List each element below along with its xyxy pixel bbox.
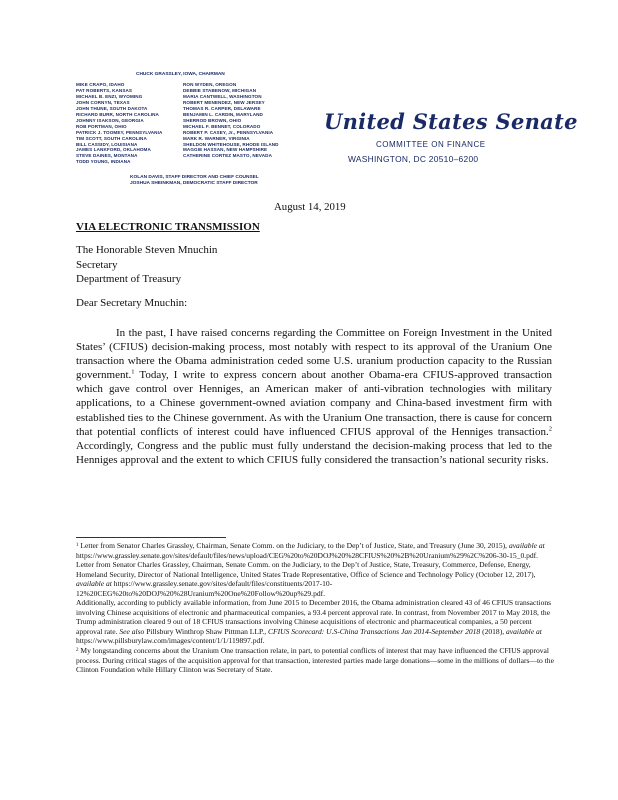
member-name: JOHNNY ISAKSON, GEORGIA [76,117,144,123]
member-name: JAMES LANKFORD, OKLAHOMA [76,147,151,153]
member-name: MARK R. WARNER, VIRGINIA [183,135,250,141]
salutation: Dear Secretary Mnuchin: [76,297,188,309]
member-name: CATHERINE CORTEZ MASTO, NEVADA [183,153,273,159]
democratic-staff-director: JOSHUA SHEINKMAN, DEMOCRATIC STAFF DIRECTOR [130,181,258,186]
chairman-line: CHUCK GRASSLEY, IOWA, CHAIRMAN [136,72,225,77]
member-name: SHERROD BROWN, OHIO [183,117,242,123]
footnote-text: https://www.grassley.senate.gov/sites/default/files/news/upload/CEG%20to%20DOJ%20%28CFIUS%20%2B%20Uranium%29%2C%206-30-15_0.pdf. Letter from Senator Charles Grassley, Chairman, Senate Comm. on the Judiciary, to the Dep’t of Justice, State, Treasury, Commerce, Defense, Energy, Homeland Security, Director of National Intelligence, United States Trade Representative, Office of Science and Technology Policy (October 12, 2017), [76,550,539,579]
member-name: MICHAEL F. BENNET, COLORADO [183,123,261,129]
member-name: MAGGIE HASSAN, NEW HAMPSHIRE [183,147,268,153]
member-name: TODD YOUNG, INDIANA [76,159,131,165]
recipient-block [76,243,217,287]
recipient-title: Secretary [76,258,118,271]
footnote-text: https://www.pillsburylaw.com/images/content/1/1/119897.pdf. [76,636,265,646]
member-name: ROB PORTMAN, OHIO [76,123,127,129]
member-name: RON WYDEN, OREGON [183,82,237,87]
footnote-mark: 1 [76,543,79,548]
footnote-text: Pillsbury Winthrop Shaw Pittman LLP., [144,626,268,636]
recipient-department: Department of Treasury [76,273,182,285]
footnote-text: Additionally, according to publicly available information, from June 2015 to December 2016, the Obama administration cleared 43 of 46 CFIUS transactions involving Chinese acquisitions of electronic and pharmaceutical companies, a 93.4 percent approval rate. In contrast, from November 2017 to May 2018, the Trump administration cleared 9 out of 18 CFIUS transactions involving Chinese acquisitions of electronic and pharmaceutical companies, a 50 percent approval rate. [76,598,552,636]
committee-members-left [76,82,162,165]
member-name: JOHN CORNYN, TEXAS [76,99,130,105]
member-name: TIM SCOTT, SOUTH CAROLINA [76,135,147,141]
senate-wordmark: United States Senate [324,109,578,134]
member-name: ROBERT P. CASEY, Jr., PENNSYLVANIA [183,129,274,135]
member-name: DEBBIE STABENOW, MICHIGAN [183,87,257,93]
staff-directors [130,175,259,187]
member-name: THOMAS R. CARPER, DELAWARE [183,105,261,111]
footnote-italic: See also [119,626,145,636]
footnote-divider [76,537,226,538]
member-name: STEVE DAINES, MONTANA [76,153,138,159]
member-name: SHELDON WHITEHOUSE, RHODE ISLAND [183,141,279,147]
letter-date: August 14, 2019 [274,201,346,213]
footnote-ref: 1 [131,368,135,376]
body-text-part: Accordingly, Congress and the public must fully understand the decision-making process that led to the Henniges approval and the extent to which CFIUS fully considered the transaction’s national security risks. [76,439,552,466]
footnote-2 [76,646,554,675]
footnote-ref: 2 [548,425,552,432]
member-name: MICHAEL B. ENZI, WYOMING [76,93,143,99]
footnote-italic: available at [76,579,112,589]
body-text-part: Today, I write to express concern about another Obama-era CFIUS-approved transaction which gave control over Henniges, an American maker of anti-vibration technologies with military applications, to a Chinese government-owned aviation company and China-based investment firm with established ties to the Chinese government. As with the Uranium One transaction, there is cause for concern that potential conflicts of interest could have influenced CFIUS approval of the Henniges transaction. [76,369,552,438]
footnote-text: My longstanding concerns about the Uranium One transaction relate, in part, to potential conflicts of interest that may have influenced the CFIUS approval process. During critical stages of the acquisition approval for that transaction, interested parties made large donations—some in the millions of dollars—to the Clinton Foundation while Hillary Clinton was Secretary of State. [76,646,554,675]
member-name: JOHN THUNE, SOUTH DAKOTA [76,105,148,111]
footnote-italic: available at [505,626,542,636]
footnotes [76,541,554,675]
committee-members-right [183,82,279,159]
member-name: PAT ROBERTS, KANSAS [76,87,133,93]
member-name: MARIA CANTWELL, WASHINGTON [183,93,262,99]
footnote-italic: available at [508,541,545,550]
committee-address: WASHINGTON, DC 20510–6200 [348,154,479,164]
footnote-text: https://www.grassley.senate.gov/sites/default/files/constituents/2017-10-12%20CEG%20to%20DOJ%20%28Uranium%20One%20Follow%20up%29.pdf. [76,579,333,598]
transmission-method: VIA ELECTRONIC TRANSMISSION [76,221,260,233]
footnote-1-continued [76,598,554,646]
footnote-1 [76,541,554,598]
member-name: BILL CASSIDY, LOUISIANA [76,141,138,147]
footnote-text: Letter from Senator Charles Grassley, Chairman, Senate Comm. on the Judiciary, to the Dep’t of Justice, State, and Treasury (June 30, 2015), [78,541,509,550]
member-name: ROBERT MENENDEZ, NEW JERSEY [183,99,265,105]
member-name: RICHARD BURR, NORTH CAROLINA [76,111,159,117]
footnote-italic: CFIUS Scorecard: U.S-China Transactions Jan 2014-September 2018 [268,626,481,636]
member-name: MIKE CRAPO, IDAHO [76,82,125,87]
letter-body-paragraph [76,326,552,467]
footnote-mark: 2 [76,648,79,654]
footnote-text: (2018), [480,626,506,636]
body-text-part: In the past, I have raised concerns regarding the Committee on Foreign Investment in the United States’ (CFIUS) decision-making process, most notably with respect to its approval of the Uranium One transaction where the Obama administration ceded some U.S. uranium production capacity to the Russian government. [76,327,552,382]
member-name: BENJAMIN L. CARDIN, MARYLAND [183,111,263,117]
recipient-name: The Honorable Steven Mnuchin [76,244,218,256]
member-name: PATRICK J. TOOMEY, PENNSYLVANIA [76,129,163,135]
committee-name: COMMITTEE ON FINANCE [376,140,486,149]
staff-director: KOLAN DAVIS, STAFF DIRECTOR AND CHIEF COUNSEL [130,175,259,180]
